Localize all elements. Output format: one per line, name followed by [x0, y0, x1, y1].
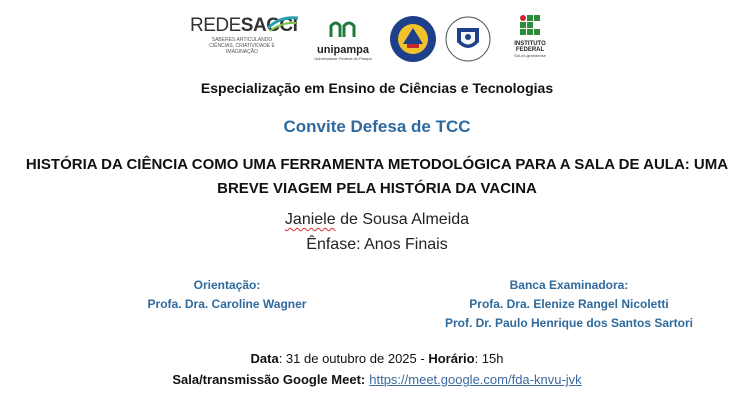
- redesacci-logo: [190, 16, 302, 55]
- meeting-label: Sala/transmissão Google Meet:: [172, 372, 366, 387]
- time-value: : 15h: [474, 351, 504, 366]
- ifrs-logo: [508, 14, 552, 58]
- date-value: : 31 de outubro de 2025 -: [278, 351, 429, 366]
- meeting-line: [0, 372, 754, 387]
- redesacci-word-bold: SACCI: [240, 15, 298, 36]
- committee-member: Profa. Dra. Elenize Rangel Nicoletti: [469, 297, 669, 311]
- logo-strip: [0, 10, 754, 66]
- redesacci-tagline: SABERES ARTICULANDO CIÊNCIAS, CRIATIVIDADE E IMAGINAÇÃO: [209, 37, 275, 55]
- federal-university-seal: [445, 14, 491, 69]
- ifrs-subtitle: Sul-rio-grandense: [514, 53, 546, 58]
- ifrs-line2: FEDERAL: [515, 47, 545, 53]
- unipampa-logo: [312, 18, 374, 61]
- specialization-title: Especialização em Ensino de Ciências e Tecnologias: [200, 80, 554, 96]
- emphasis-line: Ênfase: Anos Finais: [306, 236, 448, 253]
- unipampa-name: unipampa: [317, 44, 369, 56]
- advising-block: [127, 276, 327, 314]
- committee-heading: Banca Examinadora:: [509, 278, 629, 292]
- advising-heading: Orientação:: [193, 278, 261, 292]
- author-first-name: Janiele: [284, 211, 336, 228]
- ufpel-seal-icon: [388, 14, 438, 64]
- unipampa-emblem-icon: [328, 18, 358, 38]
- federal-seal-icon: [445, 14, 491, 64]
- date-label: Data: [250, 351, 279, 366]
- advisor-name: Profa. Dra. Caroline Wagner: [147, 297, 307, 311]
- author-name: [0, 211, 754, 229]
- invite-title: Convite Defesa de TCC: [283, 117, 471, 136]
- meeting-link[interactable]: https://meet.google.com/fda-knvu-jvk: [369, 372, 582, 387]
- ifrs-grid-icon: [519, 14, 541, 36]
- committee-block: [420, 276, 718, 333]
- ufpel-seal: [388, 14, 438, 69]
- time-label: Horário: [428, 351, 475, 366]
- ifrs-line1: INSTITUTO: [514, 41, 546, 47]
- redesacci-word-light: REDE: [190, 15, 241, 36]
- redesacci-swoosh-icon: [266, 14, 300, 34]
- schedule-line: [0, 351, 754, 366]
- unipampa-subtitle: Universidade Federal do Pampa: [314, 56, 372, 61]
- committee-member: Prof. Dr. Paulo Henrique dos Santos Sartori: [444, 316, 694, 330]
- thesis-title: HISTÓRIA DA CIÊNCIA COMO UMA FERRAMENTA METODOLÓGICA PARA A SALA DE AULA: UMA BREVE VIAGEM PELA HISTÓRIA DA VACINA: [25, 156, 729, 197]
- author-last-name: de Sousa Almeida: [340, 211, 470, 228]
